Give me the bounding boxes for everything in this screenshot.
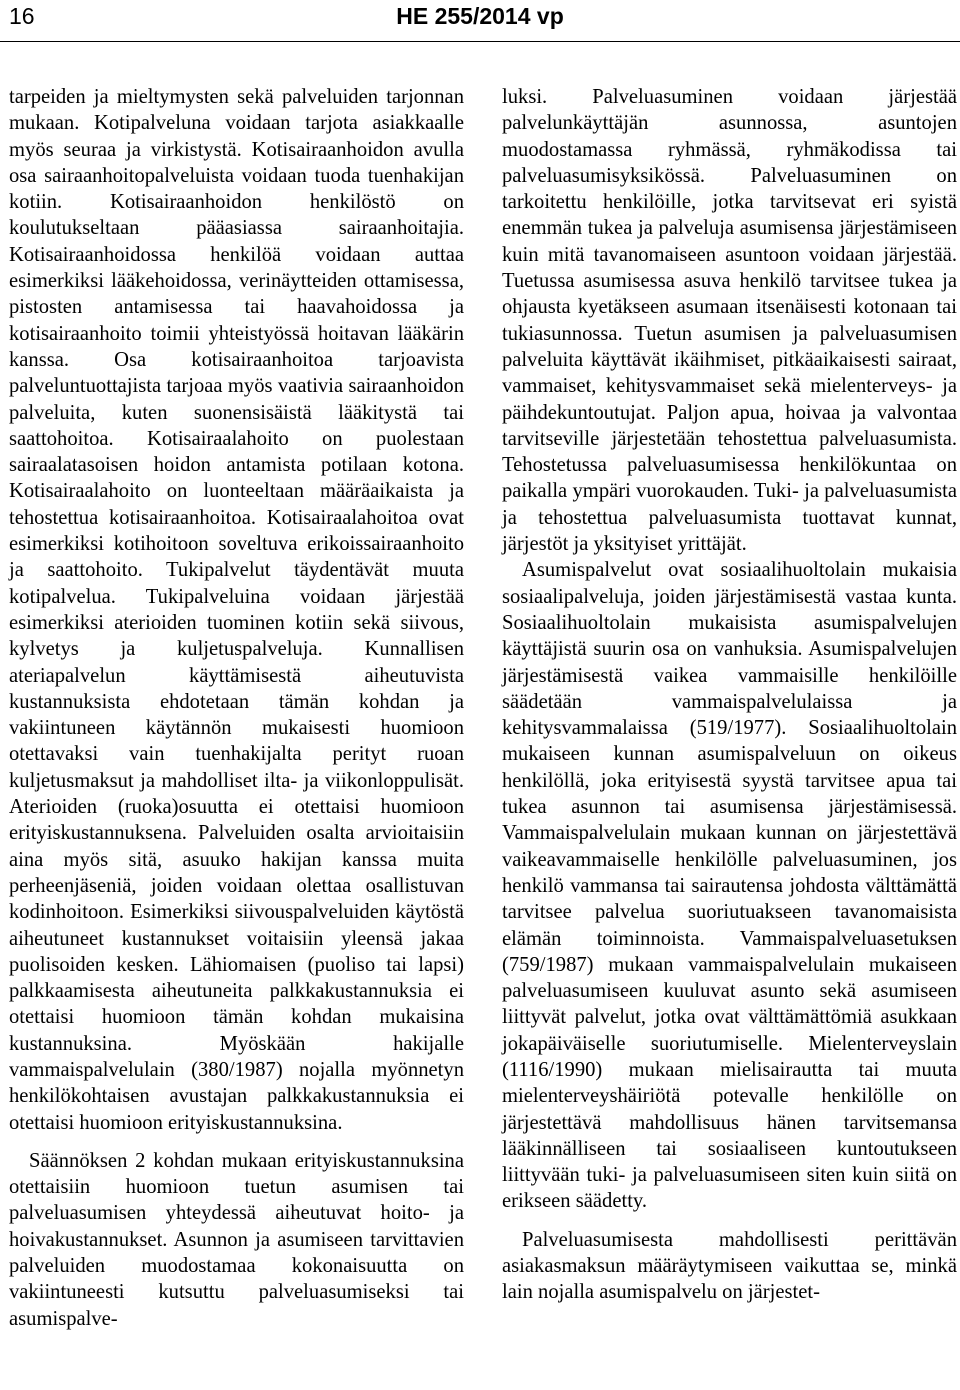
page-header [0,0,960,40]
right-paragraph-1: luksi. Palveluasuminen voidaan järjestää palvelunkäyttäjän asunnossa, asuntojen muodostamassa ryhmässä, ryhmäkodissa tai palveluasumisyksikössä. Palveluasuminen on tarkoitettu henkilöille, jotka tarvitsevat eri syistä enemmän tukea ja palveluja asumisensa järjestämiseen kuin mitä tavanomaiseen asuntoon voidaan järjestää. Tuetussa asumisessa asuva henkilö tarvitsee tukea ja ohjausta kyetäkseen asumaan itsenäisesti kotonaan tai tukiasunnossa. Tuetun asumisen ja palveluasumisen palveluita käyttävät ikäihmiset, pitkäaikaisesti sairaat, vammaiset, kehitysvammaiset sekä mielenterveys- ja päihdekuntoutujat. Paljon apua, hoivaa ja valvontaa tarvitseville järjestetään tehostettua palveluasumista. Tehostetussa palveluasumisessa henkilökuntaa on paikalla ympäri vuorokauden. Tuki- ja palveluasumista ja tehostettua palveluasumista tuottavat kunnat, järjestöt ja yksityiset yrittäjät. [502,86,957,556]
right-paragraph-2: Asumispalvelut ovat sosiaalihuoltolain mukaisia sosiaalipalveluja, joiden järjestämisestä vastaa kunta. Sosiaalihuoltolain mukaisista asumispalvelujen käyttäjistä suurin osa on vanhuksia. Asumispalvelujen järjestämisestä vaikea vammaisille henkilöille säädetään vammaispalvelulaissa ja kehitysvammalaissa (519/1977). Sosiaalihuoltolain mukaiseen kunnan asumispalveluun on oikeus henkilöllä, joka erityisestä syystä tarvitsee apua tai tukea asunnon tai asumisensa järjestämisessä. Vammaispalvelulain mukaan kunnan on järjestettävä vaikeavammaiselle henkilölle palveluasuminen, jos henkilö vammansa tai sairautensa johdosta välttämättä tarvitsee palvelua suoriutuakseen tavanomaisista elämän toiminnoista. Vammaispalveluasetuksen (759/1987) mukaan vammaispalvelulain mukaiseen palveluasumiseen kuuluvat asunto sekä asumiseen liittyvät palvelut, jotka ovat välttämättömiä asukkaan jokapäiväiselle suoriutumiselle. Mielenterveyslain (1116/1990) mukaan mielisairautta tai muuta mielenterveyshäiriötä potevalle henkilölle on järjestettävä mahdollisuus hänen tarvitsemansa lääkinnälliseen tai sosiaaliseen kuntoutukseen liittyvään tuki- ja palveluasumiseen siten kuin siitä on erikseen säädetty. [502,559,957,1213]
header-rule [0,41,960,42]
left-paragraph-2: Säännöksen 2 kohdan mukaan erityiskustannuksina otettaisiin huomioon tuetun asumisen tai palveluasumisen yhteydessä aiheutuvat hoito- ja hoivakustannukset. Asunnon ja asumiseen tarvittavien palveluiden muodostamaa kokonaisuutta on vakiintuneesti kutsuttu palveluasumiseksi tai asumispalve- [9,1149,464,1330]
left-paragraph-1: tarpeiden ja mieltymysten sekä palveluiden tarjonnan mukaan. Kotipalveluna voidaan tarjota asiakkaalle myös seuraa ja virkistystä. Kotisairaanhoidon avulla osa sairaanhoitopalveluista voidaan tuoda tuenhakijan kotiin. Kotisairaanhoidon henkilöstö on koulutukseltaan pääasiassa sairaanhoitajia. Kotisairaanhoidossa henkilöä voidaan auttaa esimerkiksi lääkehoidossa, verinäytteiden ottamisessa, pistosten antamisessa tai haavahoidossa ja kotisairaanhoito toimii yhteistyössä hoitavan lääkärin kanssa. Osa kotisairaanhoitoa tarjoavista palveluntuottajista tarjoaa myös vaativia sairaanhoidon palveluita, kuten suonensisäistä lääkitystä tai saattohoitoa. Kotisairaalahoito on puolestaan sairaalatasoisen hoidon antamista potilaan kotona. Kotisairaalahoito on luonteeltaan määräaikaista ja tehostettua kotisairaanhoitoa. Kotisairaalahoitoa ovat esimerkiksi kotihoitoon soveltuva erikoissairaanhoito ja saattohoito. Tukipalvelut täydentävät muuta kotipalvelua. Tukipalveluina voidaan järjestää esimerkiksi aterioiden tuominen kotiin sekä siivous, kylvetys ja kuljetuspalveluja. Kunnallisen ateriapalvelun käyttämisestä aiheutuvista kustannuksista ehdotetaan tämän kohdan ja vakiintuneen käytännön mukaisesti huomioon otettavaksi vain tuenhakijalta perityt ruoan kuljetusmaksut ja mahdolliset ilta- ja viikonloppulisät. Aterioiden (ruoka)osuutta ei otettaisi huomioon erityiskustannuksena. Palveluiden osalta arvioitaisiin aina myös sitä, asuuko hakijan kanssa muita perheenjäseniä, joiden voidaan olettaa osallistuvan kodinhoitoon. Esimerkiksi siivouspalveluiden käytöstä aiheutuneet kustannukset voitaisiin yleensä jakaa puolisoiden kesken. Lähiomaisen (puoliso tai lapsi) palkkaamisesta aiheutuneita palkkakustannuksia ei otettaisi huomioon tämän kohdan mukaisina kustannuksina. Myöskään hakijalle vammaispalvelulain (380/1987) nojalla myönnetyn henkilökohtaisen avustajan palkkakustannuksia ei otettaisi huomioon erityiskustannuksina. [9,86,464,1134]
right-paragraph-3: Palveluasumisesta mahdollisesti perittävän asiakasmaksun määräytymiseen vaikuttaa se, minkä lain nojalla asumispalvelu on järjestet- [502,1228,957,1304]
document-id: HE 255/2014 vp [396,3,564,29]
right-column [502,84,957,1306]
page-number: 16 [9,3,35,29]
left-column [9,84,464,1332]
